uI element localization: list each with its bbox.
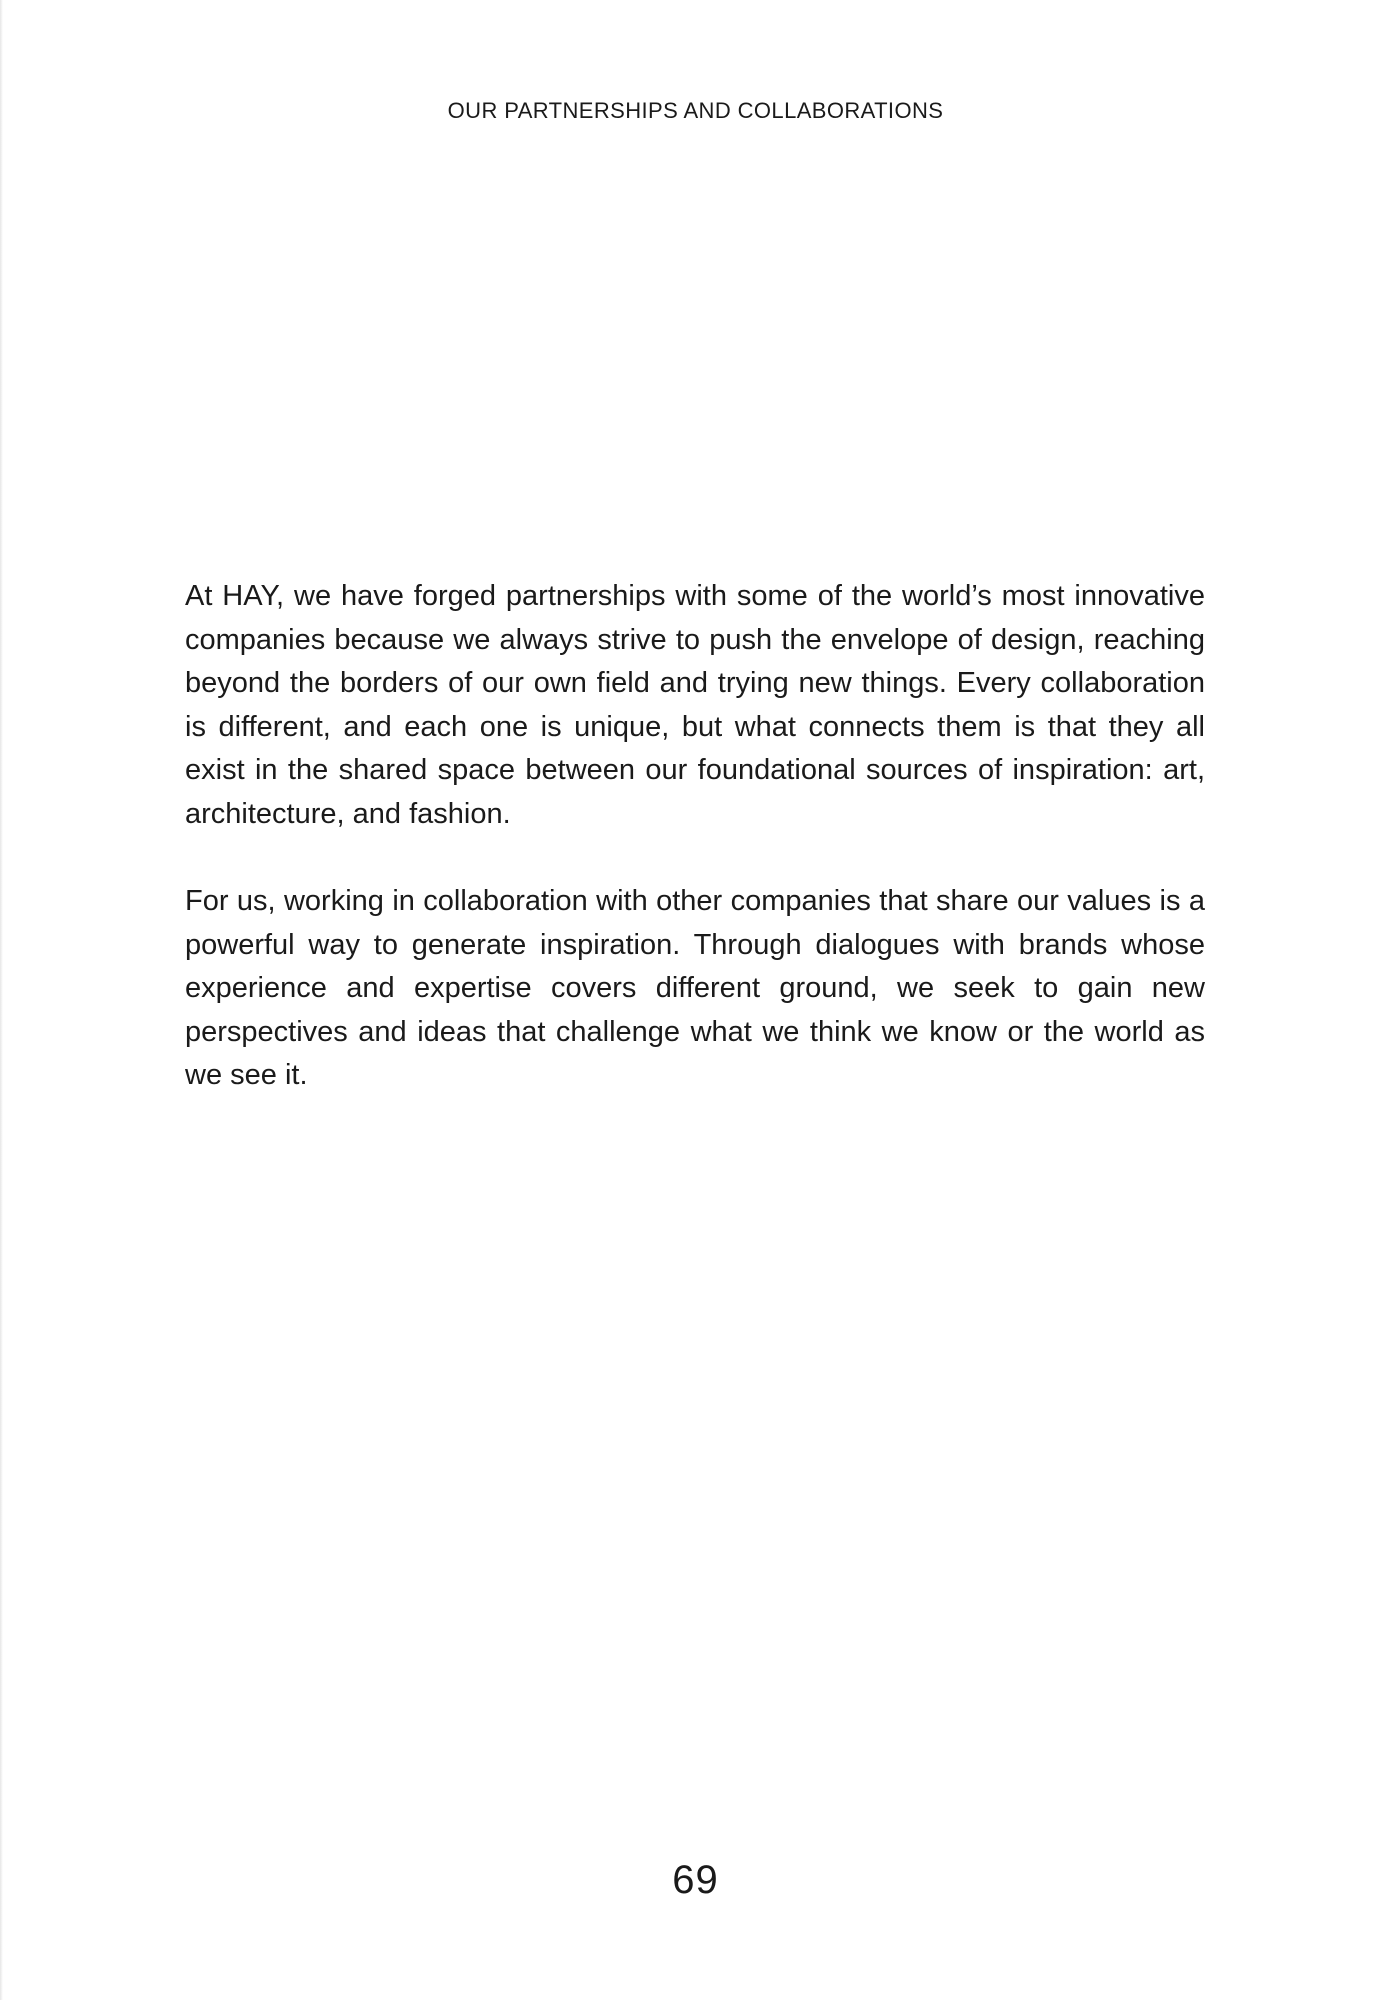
paragraph-intro: At HAY, we have forged partnerships with some of the world’s most innovative companies because we always strive to push the envelope of design, reaching beyond the borders of our own field and trying new things. Every collaboration is different, and each one is unique, but what connects them is that they all exist in the shared space between our foundational sources of inspiration: art, architecture, and fashion. xyxy=(185,580,1205,830)
paragraph-collaboration: For us, working in collaboration with other companies that share our values is a powerful way to generate inspiration. Through dialogues with brands whose experience and expertise covers different ground, we seek to gain new perspectives and ideas that challenge what we think we know or the world as we see it. xyxy=(185,885,1205,1091)
body-text xyxy=(185,575,1205,1142)
page-number: 69 xyxy=(672,1858,719,1902)
page-edge xyxy=(0,0,3,2000)
running-header: OUR PARTNERSHIPS AND COLLABORATIONS xyxy=(447,98,944,123)
